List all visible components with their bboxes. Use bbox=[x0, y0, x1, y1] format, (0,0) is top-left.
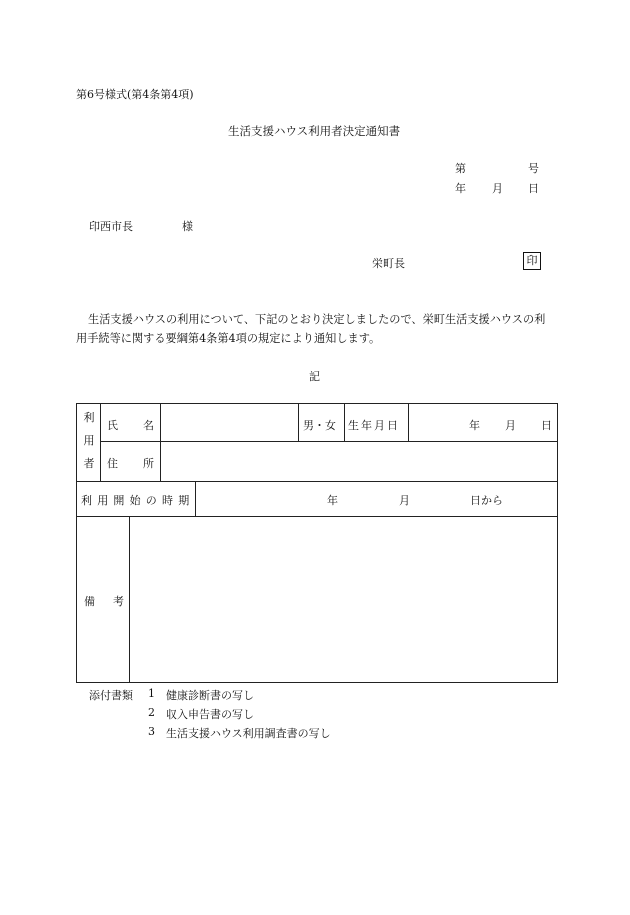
details-table bbox=[76, 403, 558, 683]
form-number: 第6号様式(第4条第4項) bbox=[76, 88, 194, 101]
start-day: 日から bbox=[470, 494, 503, 507]
address-label-2: 所 bbox=[143, 457, 154, 470]
doc-number-prefix: 第 bbox=[455, 162, 466, 175]
birth-date-label: 生年月日 bbox=[348, 419, 400, 432]
attachment-num: 1 bbox=[148, 687, 155, 700]
address-label-1: 住 bbox=[107, 457, 118, 470]
notice-body bbox=[76, 310, 556, 348]
notice-body-text: 生活支援ハウスの利用について、下記のとおり決定しましたので、栄町生活支援ハウスの利用手続等に関する要綱第4条第4項の規定により通知します。 bbox=[76, 313, 546, 345]
attachments-label: 添付書類 bbox=[89, 689, 133, 702]
address-field[interactable] bbox=[161, 442, 557, 481]
attachment-item: 健康診断書の写し bbox=[166, 689, 254, 702]
remarks-label-2: 考 bbox=[113, 595, 124, 608]
date-month: 月 bbox=[492, 182, 503, 195]
attachment-item: 生活支援ハウス利用調査書の写し bbox=[166, 727, 331, 740]
start-year: 年 bbox=[327, 494, 338, 507]
recipient-name: 印西市長 bbox=[89, 220, 133, 233]
date-day: 日 bbox=[528, 182, 539, 195]
birth-month: 月 bbox=[505, 419, 516, 432]
start-month: 月 bbox=[399, 494, 410, 507]
attachment-item: 収入申告書の写し bbox=[166, 708, 254, 721]
ki-heading: 記 bbox=[309, 370, 320, 383]
name-field[interactable] bbox=[161, 404, 298, 441]
start-time-label: 利用開始の時期 bbox=[81, 494, 195, 507]
doc-number-suffix: 号 bbox=[528, 162, 539, 175]
attachment-num: 3 bbox=[148, 725, 155, 738]
seal-stamp: 印 bbox=[523, 252, 541, 270]
remarks-field[interactable] bbox=[130, 517, 557, 682]
remarks-label-1: 備 bbox=[84, 595, 95, 608]
birth-year: 年 bbox=[469, 419, 480, 432]
user-label: 利 用 者 bbox=[83, 411, 95, 470]
date-year: 年 bbox=[455, 182, 466, 195]
sender-name: 栄町長 bbox=[372, 257, 405, 270]
gender-selector[interactable]: 男・女 bbox=[303, 419, 336, 432]
attachment-num: 2 bbox=[148, 706, 155, 719]
name-label-2: 名 bbox=[143, 419, 154, 432]
document-title: 生活支援ハウス利用者決定通知書 bbox=[228, 124, 401, 138]
recipient-honorific: 様 bbox=[182, 220, 193, 233]
birth-day: 日 bbox=[541, 419, 552, 432]
name-label-1: 氏 bbox=[107, 419, 118, 432]
